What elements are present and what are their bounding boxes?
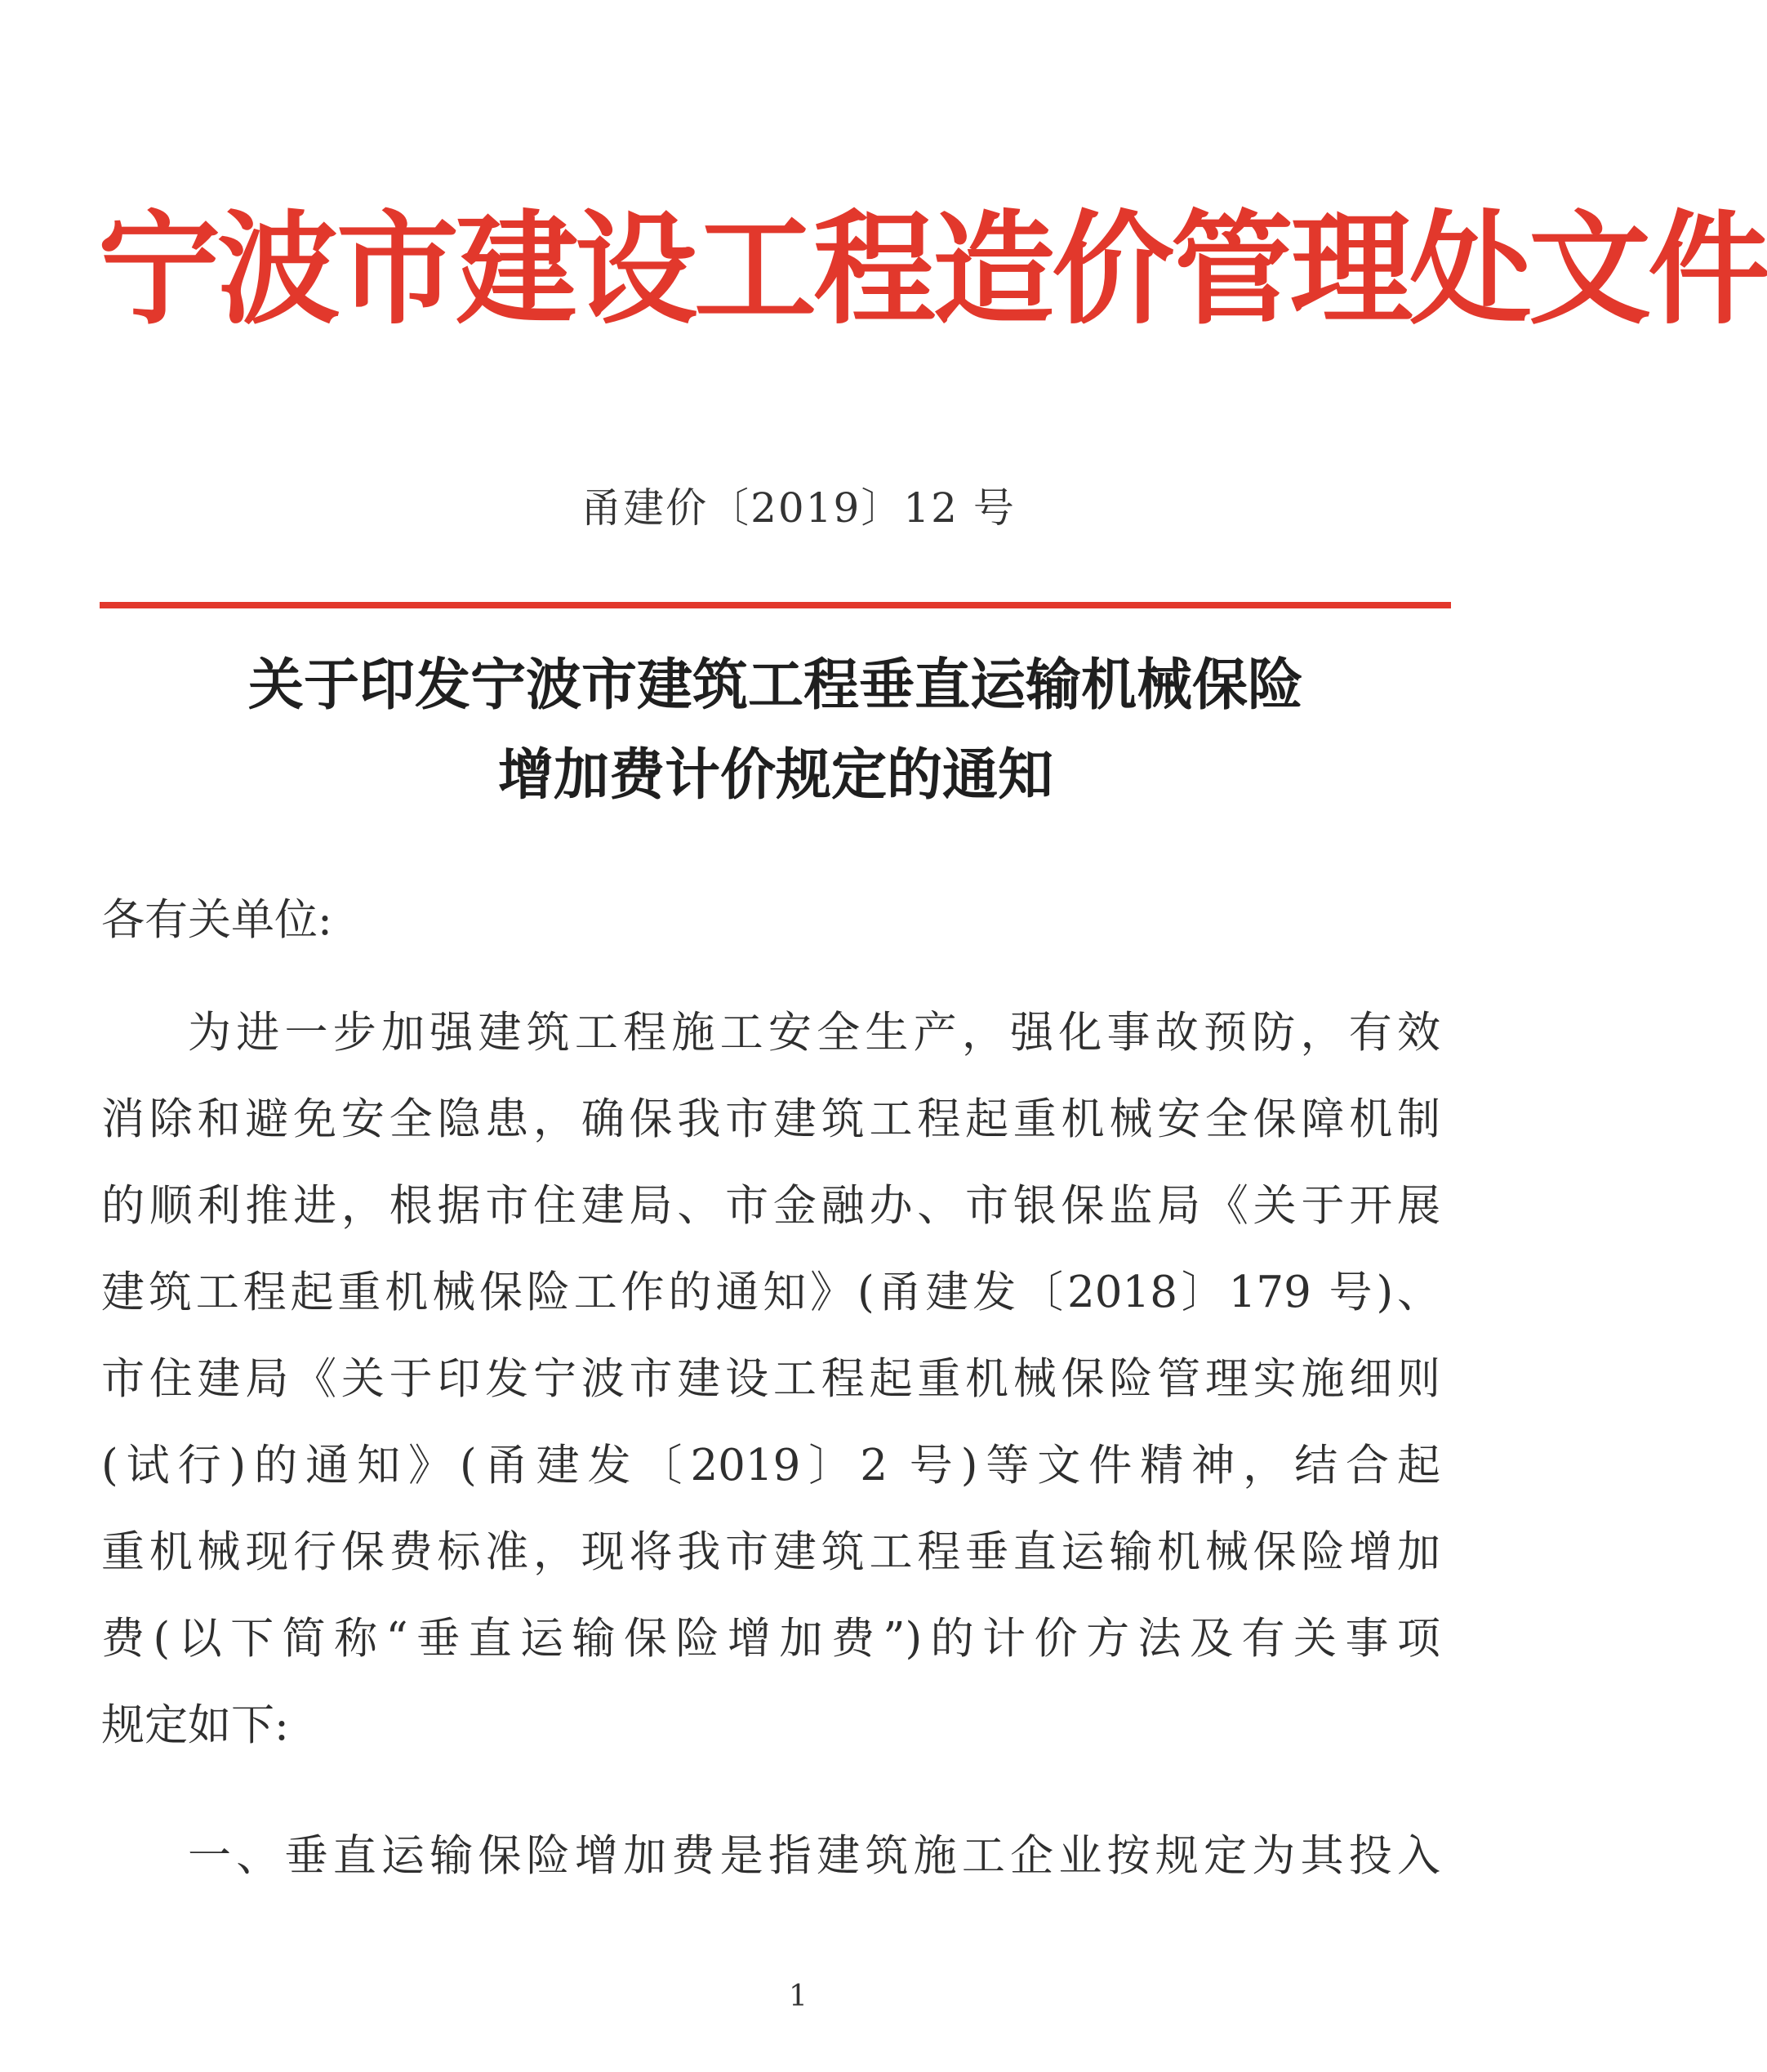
paragraph-line: 为进一步加强建筑工程施工安全生产，强化事故预防，有效 (188, 1008, 1440, 1058)
title-line: 关于印发宁波市建筑工程垂直运输机械保险 (247, 653, 1303, 718)
body-paragraph-1 (101, 990, 1440, 1769)
paragraph-line: 规定如下: (101, 1700, 289, 1750)
paragraph-line: 消除和避免安全隐患，确保我市建筑工程起重机械安全保障机制 (101, 1094, 1440, 1144)
paragraph-line: (试行)的通知》(甬建发〔2019〕2 号)等文件精神，结合起 (101, 1441, 1440, 1491)
paragraph-line: 的顺利推进，根据市住建局、市金融办、市银保监局《关于开展 (101, 1181, 1440, 1231)
paragraph-line: 费(以下简称“垂直运输保险增加费”)的计价方法及有关事项 (101, 1614, 1440, 1664)
red-separator-rule (100, 602, 1451, 608)
document-masthead: 宁波市建设工程造价管理处文件 (98, 198, 1767, 341)
paragraph-line: 市住建局《关于印发宁波市建设工程起重机械保险管理实施细则 (101, 1354, 1440, 1404)
paragraph-line: 建筑工程起重机械保险工作的通知》(甬建发〔2018〕179 号)、 (101, 1268, 1440, 1317)
paragraph-line: 重机械现行保费标准，现将我市建筑工程垂直运输机械保险增加 (101, 1527, 1440, 1577)
document-title (98, 641, 1453, 821)
salutation: 各有关单位: (101, 895, 332, 945)
paragraph-line: 一、垂直运输保险增加费是指建筑施工企业按规定为其投入 (188, 1831, 1440, 1881)
page-number: 1 (789, 1980, 808, 2013)
title-line: 增加费计价规定的通知 (497, 743, 1053, 808)
document-number: 甬建价〔2019〕12 号 (581, 484, 1016, 532)
body-paragraph-2 (101, 1813, 1440, 1900)
